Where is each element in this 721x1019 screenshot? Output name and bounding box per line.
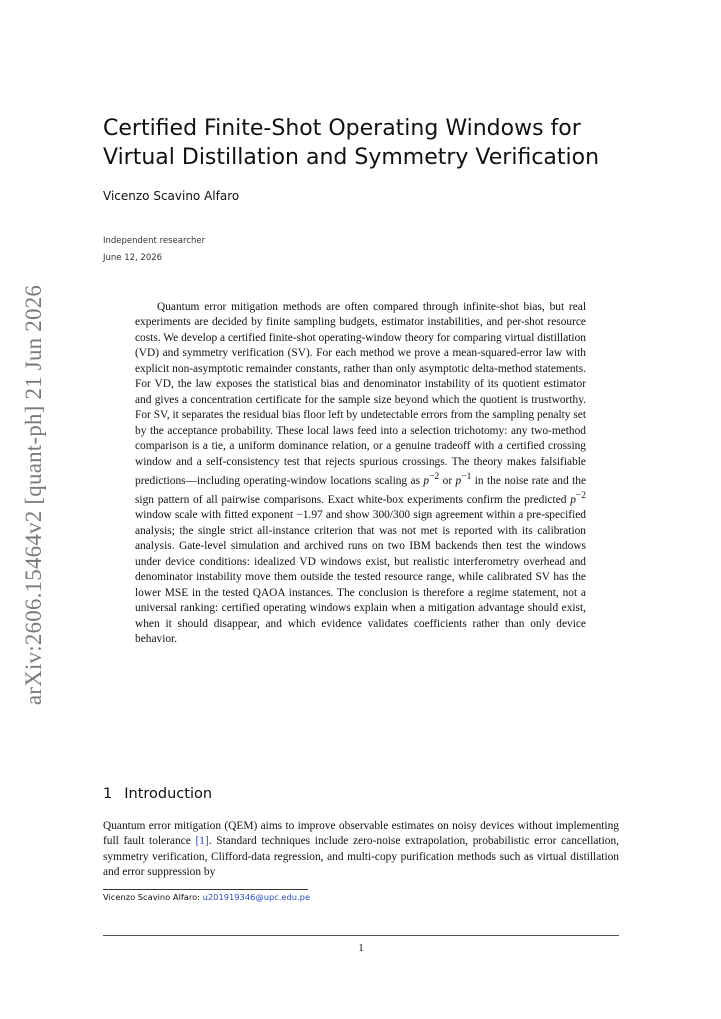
page-number: 1 bbox=[358, 942, 364, 954]
author-footnote bbox=[103, 892, 310, 902]
section-title: Introduction bbox=[124, 786, 213, 802]
abstract-math-exponent: −1 bbox=[461, 471, 472, 482]
abstract-text-4: window scale with fitted exponent −1.97 and show 300/300 sign agreement within a pre-specified analysis; the single strict all-instance criterion that was not met is reported with its calibration analysis. Gate-level simulation and archived runs on two IBM backends then test the windows under device conditions: idealized VD windows exist, but realistic interferometry overhead and denominator instability move them outside the tested resource range, while calibrated SV has the lower MSE in the tested QAOA instances. The conclusion is therefore a regime statement, not a universal ranking: certified operating windows explain when a mitigation advantage should exist, when it should disappear, and which evidence validates coefficients rather than only device behavior. bbox=[135, 509, 586, 646]
abstract-math-exponent: −2 bbox=[575, 491, 586, 502]
paper-date: June 12, 2026 bbox=[103, 253, 163, 263]
author-email-link[interactable]: u201919346@upc.edu.pe bbox=[202, 892, 311, 902]
arxiv-sidebar-stamp bbox=[12, 284, 56, 706]
abstract-text-1: Quantum error mitigation methods are often compared through infinite-shot bias, but real experiments are decided by finite sampling budgets, estimator instabilities, and per-shot resource costs. We develop a certified finite-shot operating-window theory for comparing virtual distillation (VD) and symmetry verification (SV). For each method we prove a mean-squared-error law with explicit non-asymptotic remainder constants, rather than only asymptotic delta-method statements. For VD, the law exposes the statistical bias and denominator instability of its quotient estimator and gives a concentration certificate for the sample size beyond which the quotient is trustworthy. For SV, it separates the residual bias floor left by undetectable errors from the sampling penalty set by the acceptance probability. These local laws feed into a selection trichotomy: any two-method comparison is a tie, a uniform dominance relation, or a genuine tradeoff with a certified crossing window and a self-consistency test that rejects spurious crossings. The theory makes falsifiable predictions—including operating-window locations scaling as bbox=[135, 301, 586, 487]
abstract-math-p: p bbox=[570, 494, 576, 507]
footnote-rule bbox=[103, 889, 308, 890]
intro-text-2: . Standard techniques include zero-noise extrapolation, probabilistic error cancellation, symmetry verification, Clifford-data regression, and multi-copy purification methods such as virtual distillation and error suppression by bbox=[103, 835, 619, 879]
abstract-text-3: in the noise rate and the sign pattern of all pairwise comparisons. Exact white-box experiments confirm the predicted bbox=[135, 474, 586, 507]
paper-title: Certified Finite-Shot Operating Windows for Virtual Distillation and Symmetry Verification bbox=[103, 116, 600, 170]
section-heading-introduction bbox=[103, 786, 212, 802]
page-footer-rule bbox=[103, 935, 619, 936]
abstract-math-exponent: −2 bbox=[429, 471, 440, 482]
introduction-paragraph bbox=[103, 819, 619, 881]
author-affiliation: Independent researcher bbox=[103, 236, 206, 246]
arxiv-identifier: arXiv:2606.15464v2 [quant-ph] 21 Jun 2026 bbox=[21, 284, 46, 706]
paper-author: Vicenzo Scavino Alfaro bbox=[103, 189, 240, 203]
footnote-author-name: Vicenzo Scavino Alfaro: bbox=[103, 892, 200, 902]
citation-link[interactable]: [1] bbox=[195, 835, 209, 848]
section-number: 1 bbox=[103, 786, 113, 802]
abstract-math-p: p bbox=[455, 474, 462, 487]
abstract-text-2: or bbox=[439, 474, 456, 487]
abstract bbox=[135, 300, 586, 648]
abstract-math-p: p bbox=[423, 474, 430, 487]
intro-text-1: Quantum error mitigation (QEM) aims to improve observable estimates on noisy devices without implementing full fault tolerance bbox=[103, 820, 619, 848]
